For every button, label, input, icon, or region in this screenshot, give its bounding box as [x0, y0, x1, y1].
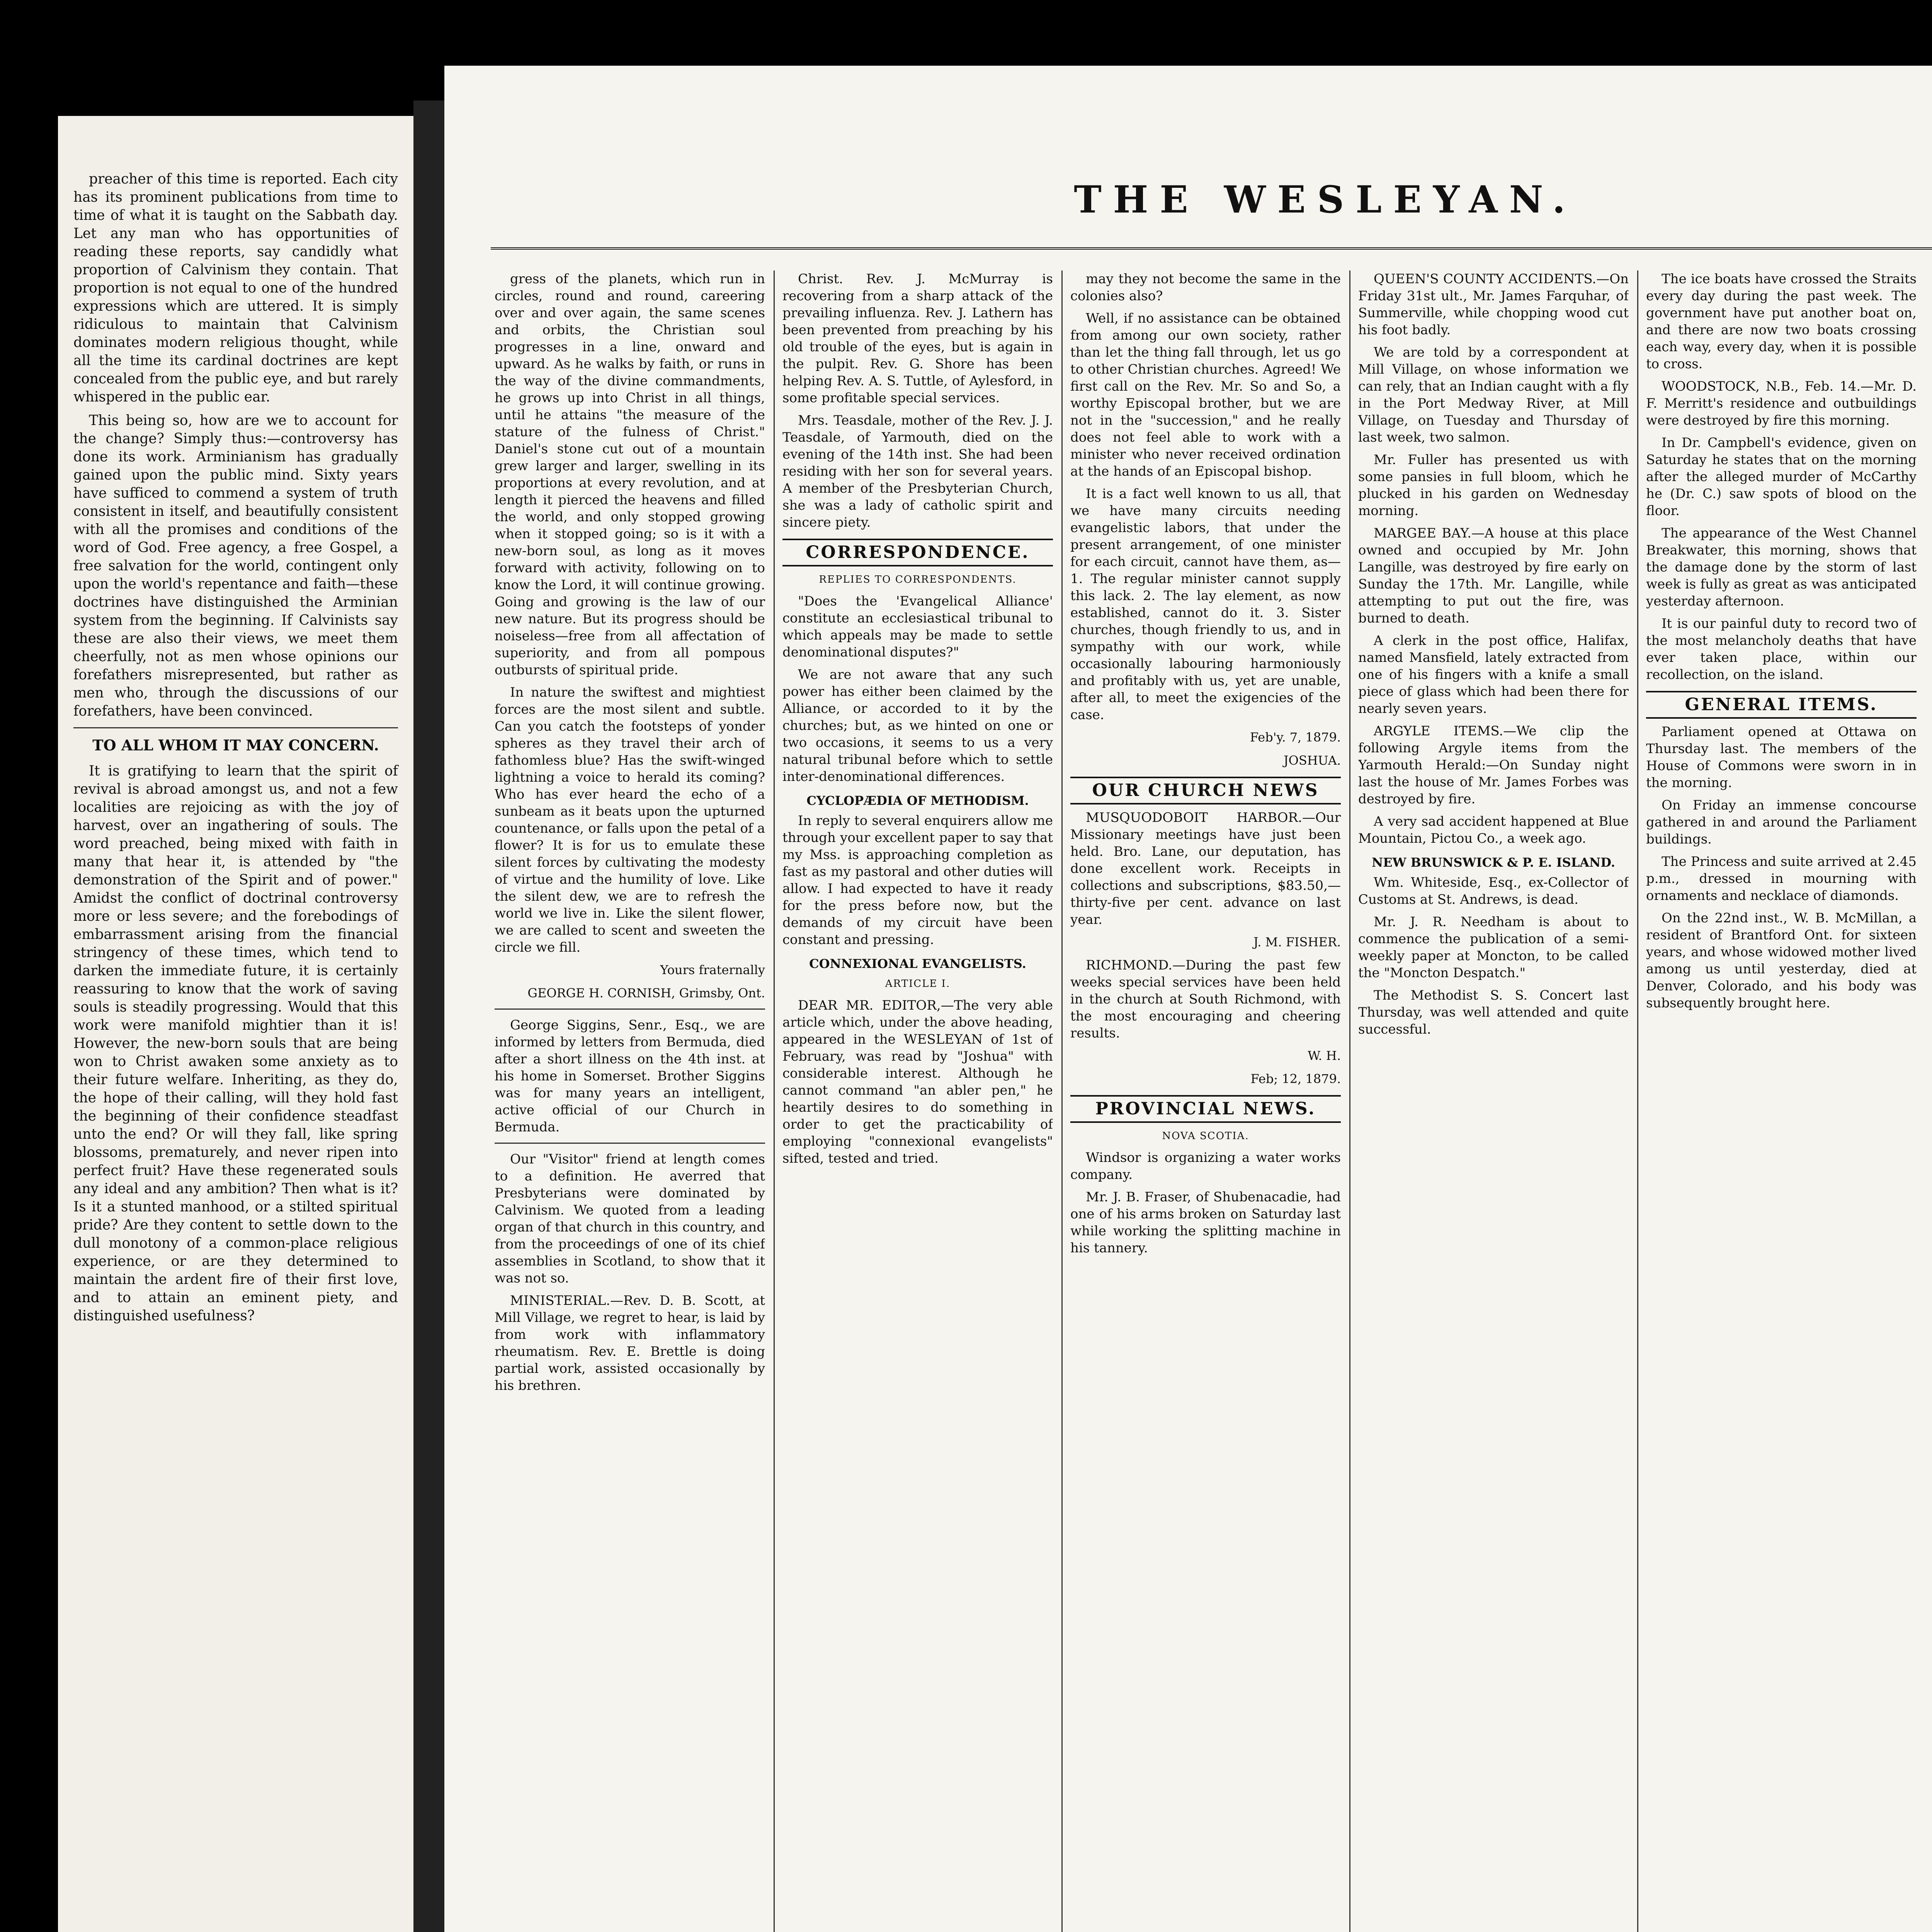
section-heading: PROVINCIAL NEWS.	[1070, 1095, 1341, 1123]
article-paragraph: We are told by a correspondent at Mill Village, on whose information we can rely, that an Indian caught with a fly in the Port Medway River, at Mill Village, on Tuesday and Thursday of last week, two salmon.	[1358, 345, 1629, 445]
article-paragraph: Mr. J. B. Fraser, of Shubenacadie, had one of his arms broken on Saturday last while working the splitting machine in his tannery.	[1070, 1189, 1341, 1256]
article-paragraph: Christ. Rev. J. McMurray is recovering from a sharp attack of the prevailing influenza. Rev. J. Lathern has been prevented from preaching by his old trouble of the eyes, but is again in the pulpit. Rev. G. Shore has been helping Rev. A. S. Tuttle, of Aylesford, in some profitable special services.	[782, 271, 1053, 406]
article-heading: NEW BRUNSWICK & P. E. ISLAND.	[1371, 855, 1616, 870]
article-paragraph: Our "Visitor" friend at length comes to a definition. He averred that Presbyterians were dominated by Calvinism. We quoted from a leading organ of that church in this country, and from the proceedings of one of its chief assemblies in Scotland, to show that it was not so.	[495, 1151, 765, 1286]
article-paragraph: Parliament opened at Ottawa on Thursday last. The members of the House of Commons were sworn in in the morning.	[1646, 724, 1917, 791]
article-paragraph: George Siggins, Senr., Esq., we are informed by letters from Bermuda, died after a short illness on the 4th inst. at his home in Somerset. Brother Siggins was for many years an intelligent, active official of our Church in Bermuda.	[495, 1017, 765, 1135]
column-3	[1070, 270, 1341, 1932]
article-paragraph: In reply to several enquirers allow me through your excellent paper to say that my Mss. is approaching completion as fast as my pastoral and other duties will allow. I had expected to have it ready for the press before now, but the demands of my circuit have been constant and pressing.	[782, 813, 1053, 947]
article-paragraph: RICHMOND.—During the past few weeks special services have been held in the church at South Richmond, with the most encouraging and cheering results.	[1070, 957, 1341, 1041]
article-paragraph: A very sad accident happened at Blue Mountain, Pictou Co., a week ago.	[1358, 814, 1629, 846]
masthead-rule	[491, 247, 1932, 250]
article-paragraph: preacher of this time is reported. Each city has its prominent publications from time to time of what it is taught on the Sabbath day. Let any man who has opportunities of reading these reports, say candidly what proportion of Calvinism they contain. That proportion is not equal to one of the hundred expressions which are uttered. It is simply ridiculous to maintain that Calvinism dominates modern religious thought, while all the time its cardinal doctrines are kept concealed from the public eye, and but rarely whispered in the public ear.	[73, 171, 398, 405]
left-column	[73, 170, 398, 1330]
signature: J. M. FISHER.	[1253, 935, 1341, 949]
article-paragraph: Well, if no assistance can be obtained from among our own society, rather than let the thing fall through, let us go to other Christian churches. Agreed! We first call on the Rev. Mr. So and So, a worthy Episcopal brother, but we are not in the "succession," and he really does not feel able to work with a minister who never received ordination at the hands of an Episcopal bishop.	[1070, 311, 1341, 479]
article-paragraph: DEAR MR. EDITOR,—The very able article which, under the above heading, appeared in the WESLEYAN of 1st of February, was read by "Joshua" with considerable interest. Although he cannot command "an abler pen," he heartily desires to do something in order to get the practicability of employing "connexional evangelists" sifted, tested and tried.	[782, 998, 1053, 1166]
article-paragraph: MINISTERIAL.—Rev. D. B. Scott, at Mill Village, we regret to hear, is laid by from work with inflammatory rheumatism. Rev. E. Brettle is doing partial work, assisted occasionally by his brethren.	[495, 1293, 765, 1393]
article-heading: TO ALL WHOM IT MAY CONCERN.	[92, 736, 379, 754]
divider	[495, 1143, 765, 1144]
left-page-fragment	[58, 116, 413, 1932]
article-paragraph: The Princess and suite arrived at 2.45 p.m., dressed in mourning with ornaments and necklace of diamonds.	[1646, 854, 1917, 903]
article-paragraph: may they not become the same in the colonies also?	[1070, 271, 1341, 304]
signature: JOSHUA.	[1283, 753, 1341, 768]
article-paragraph: MARGEE BAY.—A house at this place owned and occupied by Mr. John Langille, was destroyed by fire early on Sunday the 17th. Mr. Langille, while attempting to put out the fire, was burned to death.	[1358, 526, 1629, 626]
section-heading: OUR CHURCH NEWS	[1070, 777, 1341, 804]
article-paragraph: Wm. Whiteside, Esq., ex-Collector of Customs at St. Andrews, is dead.	[1358, 875, 1629, 907]
article-paragraph: The ice boats have crossed the Straits every day during the past week. The government have put another boat on, and there are now two boats crossing each way, every day, when it is possible to cross.	[1646, 271, 1917, 372]
article-heading: CYCLOPÆDIA OF METHODISM.	[806, 793, 1029, 808]
article-paragraph: Mr. Fuller has presented us with some pansies in full bloom, which he plucked in his garden on Wednesday morning.	[1358, 452, 1629, 519]
article-paragraph: It is a fact well known to us all, that we have many circuits needing evangelistic labors, that under the present arrangement, of one minister for each circuit, cannot have them, as—1. The regular minister cannot supply this lack. 2. The lay element, as now established, cannot do it. 3. Sister churches, though friendly to us, and in sympathy with our work, while occasionally labouring harmoniously and profitably with us, yet are unable, after all, to meet the exigencies of the case.	[1070, 486, 1341, 723]
article-paragraph: In Dr. Campbell's evidence, given on Saturday he states that on the morning after the alleged murder of McCarthy he (Dr. C.) saw spots of blood on the floor.	[1646, 435, 1917, 519]
column-4	[1358, 270, 1629, 1932]
article-paragraph: It is our painful duty to record two of the most melancholy deaths that have ever taken place, within our recollection, on the island.	[1646, 616, 1917, 682]
book-gutter	[413, 100, 444, 1932]
article-paragraph: Windsor is organizing a water works company.	[1070, 1150, 1341, 1182]
section-heading: GENERAL ITEMS.	[1646, 691, 1917, 719]
column-rule	[774, 270, 775, 1932]
article-paragraph: Mrs. Teasdale, mother of the Rev. J. J. Teasdale, of Yarmouth, died on the evening of the 14th inst. She had been residing with her son for several years. A member of the Presbyterian Church, she was a lady of catholic spirit and sincere piety.	[782, 413, 1053, 530]
article-paragraph: We are not aware that any such power has either been claimed by the Alliance, or accorded to it by the churches; but, as we hinted on one or two occasions, it seems to us a very natural tribunal before which to settle inter-denominational differences.	[782, 667, 1053, 784]
article-paragraph: ARGYLE ITEMS.—We clip the following Argyle items from the Yarmouth Herald:—On Sunday night last the house of Mr. James Forbes was destroyed by fire.	[1358, 723, 1629, 807]
article-paragraph: This being so, how are we to account for the change? Simply thus:—controversy has done its work. Arminianism has gradually gained upon the public mind. Sixty years have sufficed to commend a system of truth consistent in itself, and beautifully consistent with all the promises and conditions of the word of God. Free agency, a free Gospel, a free salvation for the world, contingent only upon the world's repentance and faith—these doctrines have distinguished the Arminian system from the beginning. If Calvinists say these are also their views, we meet them cheerfully, not as men whose opinions our forefathers misrepresented, but rather as men who, through the discussions of our forefathers, have been convinced.	[73, 413, 398, 719]
article-paragraph: The Methodist S. S. Concert last Thursday, was well attended and quite successful.	[1358, 988, 1629, 1037]
article-paragraph: The appearance of the West Channel Breakwater, this morning, shows that the damage done by the storm of last week is fully as great as was anticipated yesterday afternoon.	[1646, 526, 1917, 609]
masthead: THE WESLEYAN.	[1074, 178, 1577, 221]
divider	[73, 727, 398, 728]
newspaper-page	[444, 66, 1932, 1932]
subheading: ARTICLE I.	[885, 978, 951, 990]
signature: W. H.	[1308, 1048, 1341, 1063]
column-1	[495, 270, 765, 1932]
subheading: NOVA SCOTIA.	[1162, 1130, 1249, 1142]
article-paragraph: "Does the 'Evangelical Alliance' constitute an ecclesiastical tribunal to which appeals may be made to settle denominational disputes?"	[782, 594, 1053, 660]
signature-date: Feb'y. 7, 1879.	[1250, 730, 1341, 745]
article-paragraph: QUEEN'S COUNTY ACCIDENTS.—On Friday 31st ult., Mr. James Farquhar, of Summerville, while chopping wood cut his foot badly.	[1358, 271, 1629, 338]
section-heading: CORRESPONDENCE.	[782, 539, 1053, 566]
divider	[495, 1009, 765, 1010]
article-heading: CONNEXIONAL EVANGELISTS.	[809, 956, 1026, 971]
column-5	[1646, 270, 1917, 1932]
signature-date: Feb; 12, 1879.	[1250, 1071, 1341, 1086]
signature: Yours fraternally	[660, 963, 765, 977]
article-paragraph: A clerk in the post office, Halifax, named Mansfield, lately extracted from one of his fingers with a knife a small piece of glass which had been there for nearly seven years.	[1358, 633, 1629, 716]
article-paragraph: WOODSTOCK, N.B., Feb. 14.—Mr. D. F. Merritt's residence and outbuildings were destroyed by fire this morning.	[1646, 379, 1917, 428]
article-paragraph: In nature the swiftest and mightiest forces are the most silent and subtle. Can you catch the footsteps of yonder spheres as they travel their arch of fathomless blue? Has the swift-winged lightning a voice to herald its coming? Who has ever heard the echo of a sunbeam as it beats upon the upturned countenance, or falls upon the petal of a flower? It is for us to emulate these silent forces by cultivating the modesty of virtue and the humility of love. Like the silent dew, we are to refresh the world we live in. Like the silent flower, we are called to scent and sweeten the circle we fill.	[495, 685, 765, 955]
article-paragraph: On the 22nd inst., W. B. McMillan, a resident of Brantford Ont. for sixteen years, and whose widowed mother lived among us until yesterday, died at Denver, Colorado, and his body was subsequently brought here.	[1646, 910, 1917, 1011]
article-paragraph: It is gratifying to learn that the spirit of revival is abroad amongst us, and not a few localities are rejoicing as with the joy of harvest, over an ingathering of souls. The word preached, being mixed with faith in many that hear it, is attended by "the demonstration of the Spirit and of power." Amidst the conflict of doctrinal controversy more or less severe; and the forebodings of embarrassment arising from the financial stringency of these times, which tend to darken the immediate future, it is certainly reassuring to know that the work of saving souls is steadily progressing. Would that this work were manifold mightier than it is! However, the new-born souls that are being won to Christ awaken some anxiety as to their future welfare. Inheriting, as they do, the hope of their calling, will they hold fast the beginning of their confidence steadfast unto the end? Or will they fall, like spring blossoms, prematurely, and never ripen into perfect fruit? Have these regenerated souls any ideal and any ambition? Then what is it? Is it a stunted manhood, or a stilted spiritual pride? Are they content to settle down to the dull monotony of a common-place religious experience, or are they determined to maintain the ardent fire of their first love, and to attain an eminent piety, and distinguished usefulness?	[73, 763, 398, 1324]
column-rule	[1637, 270, 1638, 1932]
column-rule	[1349, 270, 1350, 1932]
subheading: REPLIES TO CORRESPONDENTS.	[819, 574, 1017, 585]
article-paragraph: gress of the planets, which run in circles, round and round, careering over and over again, the same scenes and orbits, the Christian soul progresses in a line, onward and upward. As he walks by faith, or runs in the way of the divine commandments, he grows up into Christ in all things, until he attains "the measure of the stature of the fulness of Christ." Daniel's stone cut out of a mountain grew larger and larger, swelling in its proportions at every revolution, and at length it pierced the heavens and filled the world, and only stopped growing when it stopped going; so is it with a new-born soul, as long as it moves forward with activity, following on to know the Lord, it will continue growing. Going and growing is the law of our new nature. But its progress should be noiseless—free from all affectation of superiority, and from all pompous outbursts of spiritual pride.	[495, 271, 765, 678]
column-2	[782, 270, 1053, 1932]
article-paragraph: Mr. J. R. Needham is about to commence the publication of a semi-weekly paper at Moncton, to be called the "Moncton Despatch."	[1358, 914, 1629, 981]
signature: GEORGE H. CORNISH, Grimsby, Ont.	[527, 986, 765, 1000]
column-rule	[1061, 270, 1063, 1932]
article-paragraph: MUSQUODOBOIT HARBOR.—Our Missionary meetings have just been held. Bro. Lane, our deputation, has done excellent work. Receipts in collections and subscriptions, $83.50,—thirty-five per cent. advance on last year.	[1070, 810, 1341, 927]
article-paragraph: On Friday an immense concourse gathered in and around the Parliament buildings.	[1646, 798, 1917, 847]
